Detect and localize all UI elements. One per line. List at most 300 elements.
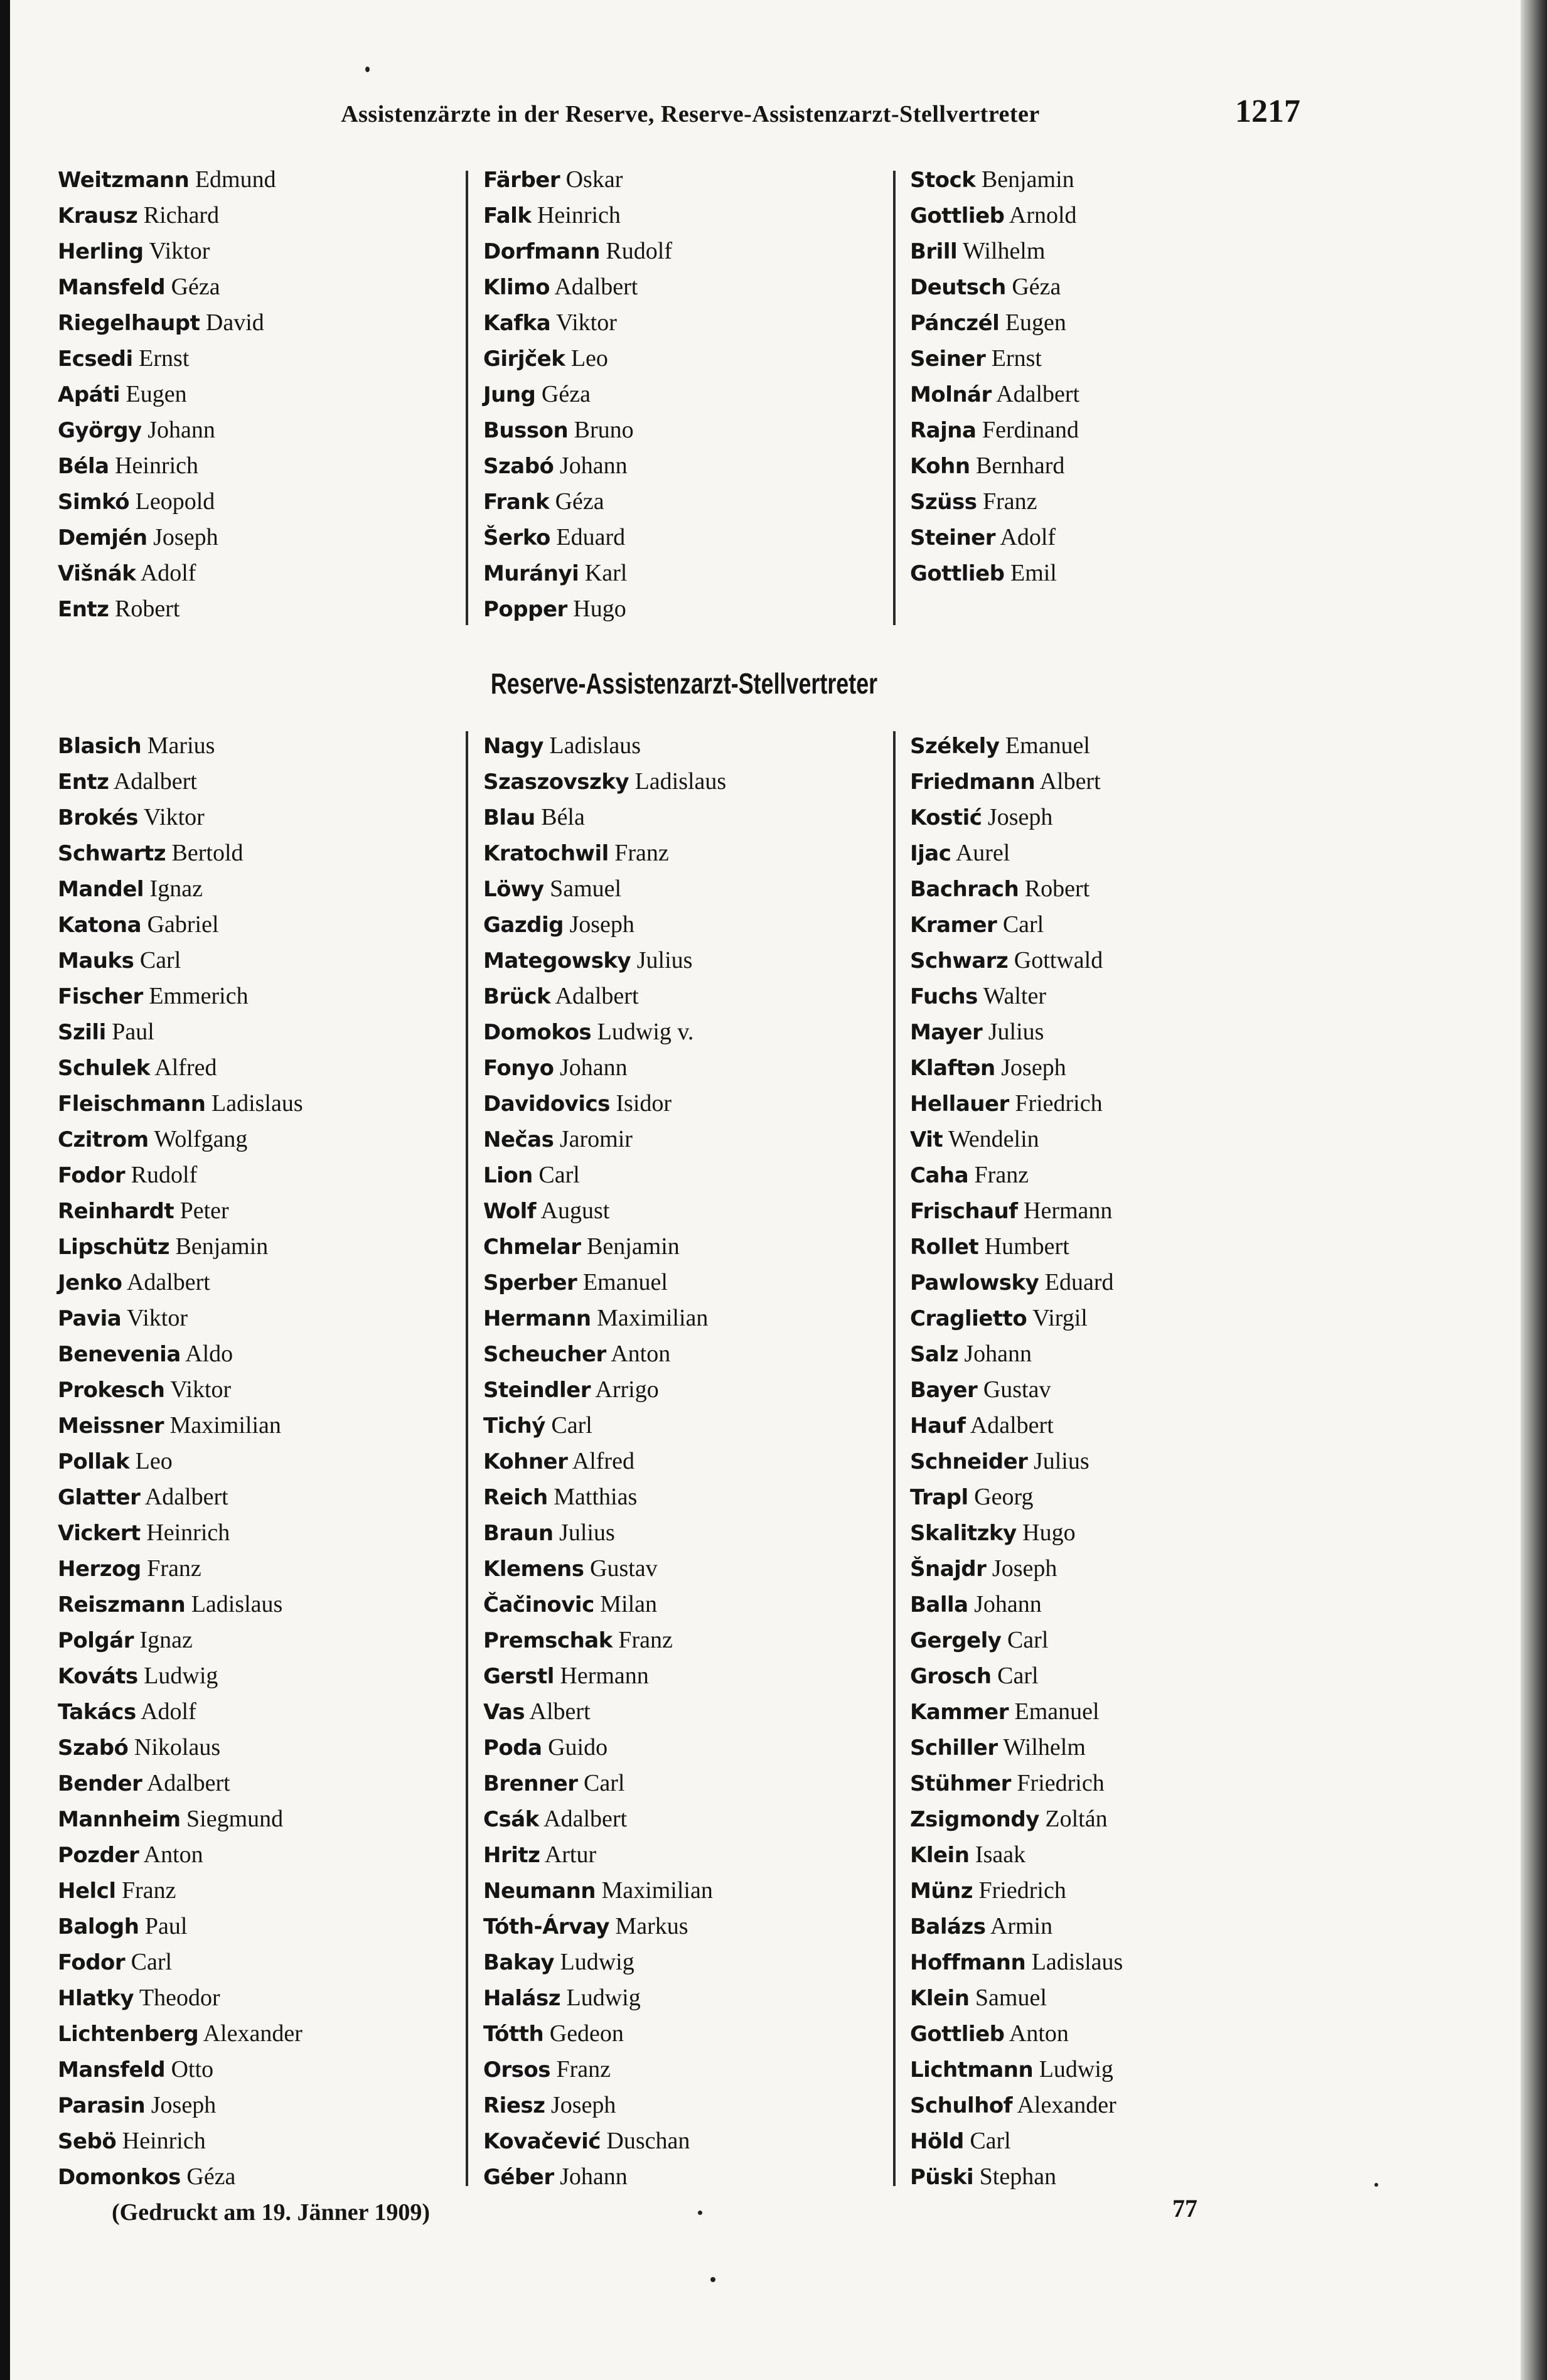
entry-given-name: Ludwig	[566, 1985, 641, 2011]
entry-surname: Rajna	[910, 418, 977, 443]
print-speck	[365, 67, 370, 72]
entry-given-name: Milan	[600, 1591, 658, 1617]
name-entry	[58, 1694, 303, 1730]
name-entry	[910, 1730, 1123, 1766]
entry-surname: Simkó	[58, 490, 130, 515]
entry-given-name: Isidor	[616, 1090, 672, 1117]
name-entry	[58, 1193, 303, 1229]
entry-surname: Helcl	[58, 1879, 116, 1904]
entry-surname: Hermann	[483, 1306, 591, 1331]
entry-given-name: Joseph	[151, 2092, 217, 2118]
column-divider	[466, 171, 468, 625]
entry-surname: Hauf	[910, 1413, 966, 1439]
entry-given-name: Duschan	[606, 2128, 690, 2154]
entry-given-name: Gabriel	[147, 911, 219, 938]
entry-surname: Kafka	[483, 311, 551, 336]
name-entry	[483, 2159, 726, 2195]
entry-surname: Entz	[58, 597, 109, 622]
entry-given-name: Robert	[114, 596, 180, 622]
entry-surname: Püski	[910, 2165, 974, 2190]
entry-given-name: Gustav	[983, 1376, 1051, 1403]
entry-given-name: Anton	[611, 1341, 671, 1367]
entry-given-name: Viktor	[149, 238, 210, 264]
name-entry	[910, 1014, 1123, 1050]
entry-given-name: Julius	[559, 1520, 615, 1546]
name-entry	[58, 448, 276, 484]
name-entry	[910, 978, 1123, 1014]
name-entry	[483, 1909, 726, 1944]
name-entry	[58, 1980, 303, 2016]
entry-given-name: Ladislaus	[211, 1090, 303, 1117]
entry-given-name: Isaak	[975, 1841, 1026, 1868]
entry-given-name: Ignaz	[139, 1627, 193, 1653]
section-name-column-2	[483, 728, 726, 2195]
entry-surname: Neumann	[483, 1879, 596, 1904]
entry-given-name: Géza	[541, 381, 591, 407]
entry-given-name: Carl	[997, 1663, 1039, 1689]
entry-surname: Fodor	[58, 1950, 126, 1975]
entry-surname: Šerko	[483, 525, 550, 550]
entry-surname: Seiner	[910, 346, 986, 372]
print-speck	[710, 2277, 715, 2282]
entry-given-name: Ludwig	[560, 1949, 634, 1975]
name-entry	[483, 1658, 726, 1694]
entry-given-name: Ferdinand	[982, 417, 1079, 443]
entry-surname: Schneider	[910, 1449, 1028, 1474]
entry-given-name: Adolf	[1000, 524, 1056, 550]
entry-given-name: Leopold	[135, 488, 215, 515]
name-entry	[483, 1766, 726, 1801]
name-entry	[58, 1086, 303, 1122]
entry-given-name: Eugen	[126, 381, 187, 407]
entry-surname: Klemens	[483, 1557, 584, 1582]
name-entry	[58, 1336, 303, 1372]
entry-surname: Ecsedi	[58, 346, 133, 372]
entry-given-name: Carl	[139, 947, 181, 973]
entry-surname: Fleischmann	[58, 1091, 206, 1117]
entry-given-name: Benjamin	[175, 1233, 269, 1260]
entry-surname: Polgár	[58, 1628, 134, 1653]
name-entry	[58, 2088, 303, 2123]
entry-surname: Schulek	[58, 1056, 150, 1081]
entry-surname: Premschak	[483, 1628, 613, 1653]
entry-surname: Herling	[58, 239, 144, 264]
entry-surname: Pozder	[58, 1843, 139, 1868]
name-entry	[58, 1157, 303, 1193]
entry-given-name: Arrigo	[595, 1376, 659, 1403]
name-entry	[58, 1408, 303, 1444]
entry-given-name: Adolf	[141, 1698, 196, 1725]
entry-given-name: Anton	[1009, 2020, 1069, 2047]
name-entry	[910, 1622, 1123, 1658]
name-entry	[910, 728, 1123, 764]
entry-surname: Craglietto	[910, 1306, 1027, 1331]
name-entry	[483, 1515, 726, 1551]
entry-surname: Prokesch	[58, 1378, 165, 1403]
name-entry	[58, 1122, 303, 1157]
entry-surname: Poda	[483, 1735, 542, 1761]
entry-surname: Glatter	[58, 1485, 141, 1510]
entry-given-name: Heinrich	[115, 453, 199, 479]
entry-surname: Molnár	[910, 382, 992, 407]
entry-surname: Szabó	[483, 454, 554, 479]
entry-given-name: Samuel	[975, 1985, 1047, 2011]
name-entry	[483, 1122, 726, 1157]
entry-given-name: Emil	[1010, 560, 1057, 586]
entry-given-name: Eduard	[556, 524, 626, 550]
name-entry	[58, 1444, 303, 1479]
entry-given-name: Franz	[147, 1555, 201, 1582]
entry-surname: Steiner	[910, 525, 995, 550]
entry-given-name: Franz	[614, 840, 669, 866]
entry-given-name: Emanuel	[1014, 1698, 1100, 1725]
entry-surname: Wolf	[483, 1199, 537, 1224]
entry-given-name: Johann	[964, 1341, 1032, 1367]
name-entry	[483, 978, 726, 1014]
name-entry	[483, 341, 672, 377]
entry-given-name: Géza	[1012, 274, 1061, 300]
entry-given-name: Hugo	[573, 596, 626, 622]
name-entry	[483, 907, 726, 943]
name-entry	[483, 800, 726, 835]
entry-given-name: Humbert	[984, 1233, 1069, 1260]
entry-surname: Bender	[58, 1771, 142, 1796]
entry-surname: Frank	[483, 490, 550, 515]
name-entry	[58, 2052, 303, 2088]
entry-surname: Kohner	[483, 1449, 568, 1474]
entry-surname: Grosch	[910, 1664, 992, 1689]
name-entry	[483, 1086, 726, 1122]
entry-surname: Szüss	[910, 490, 977, 515]
entry-given-name: Karl	[584, 560, 628, 586]
entry-surname: Tichý	[483, 1413, 545, 1439]
entry-given-name: Joseph	[992, 1555, 1057, 1582]
entry-surname: Domokos	[483, 1020, 592, 1045]
name-entry	[58, 800, 303, 835]
entry-surname: Deutsch	[910, 275, 1006, 300]
entry-surname: Gottlieb	[910, 203, 1005, 228]
entry-given-name: Joseph	[550, 2092, 616, 2118]
print-speck	[698, 2211, 702, 2215]
name-entry	[910, 1229, 1123, 1265]
entry-surname: Vit	[910, 1127, 943, 1152]
name-entry	[58, 1479, 303, 1515]
entry-surname: Färber	[483, 168, 560, 193]
entry-surname: Reiszmann	[58, 1592, 186, 1617]
top-name-column-1	[58, 162, 276, 627]
entry-given-name: Richard	[143, 202, 220, 228]
entry-surname: Jenko	[58, 1270, 122, 1295]
name-entry	[58, 943, 303, 978]
name-entry	[58, 764, 303, 800]
name-entry	[483, 162, 672, 198]
name-entry	[910, 1336, 1123, 1372]
entry-surname: Orsos	[483, 2057, 551, 2082]
entry-surname: Klaftən	[910, 1056, 995, 1081]
entry-surname: György	[58, 418, 142, 443]
entry-given-name: Guido	[548, 1734, 608, 1761]
entry-surname: Balogh	[58, 1914, 139, 1939]
entry-surname: Riegelhaupt	[58, 311, 200, 336]
entry-surname: Balla	[910, 1592, 968, 1617]
name-entry	[58, 1658, 303, 1694]
entry-given-name: Rudolf	[606, 238, 672, 264]
entry-surname: Sebö	[58, 2129, 117, 2154]
name-entry	[910, 233, 1079, 269]
entry-surname: Murányi	[483, 561, 579, 586]
name-entry	[58, 1622, 303, 1658]
entry-given-name: Johann	[147, 417, 215, 443]
name-entry	[483, 555, 672, 591]
name-entry	[910, 1479, 1123, 1515]
entry-surname: Trapl	[910, 1485, 968, 1510]
entry-surname: Mansfeld	[58, 2057, 166, 2082]
section-name-column-1	[58, 728, 303, 2195]
name-entry	[483, 269, 672, 305]
name-entry	[483, 1193, 726, 1229]
name-entry	[910, 1372, 1123, 1408]
entry-surname: Mauks	[58, 948, 134, 973]
name-entry	[910, 1980, 1123, 2016]
entry-surname: Fonyo	[483, 1056, 554, 1081]
entry-given-name: Adalbert	[113, 768, 197, 795]
entry-given-name: Anton	[143, 1841, 203, 1868]
name-entry	[910, 162, 1079, 198]
entry-given-name: Franz	[556, 2056, 611, 2082]
entry-given-name: Emmerich	[149, 983, 249, 1009]
name-entry	[910, 1515, 1123, 1551]
entry-surname: Blau	[483, 805, 535, 830]
name-entry	[483, 835, 726, 871]
name-entry	[483, 2088, 726, 2123]
name-entry	[58, 412, 276, 448]
entry-given-name: Gottwald	[1014, 947, 1103, 973]
entry-given-name: Maximilian	[597, 1305, 709, 1331]
name-entry	[58, 835, 303, 871]
name-entry	[910, 1694, 1123, 1730]
name-entry	[910, 2159, 1123, 2195]
entry-given-name: Armin	[990, 1913, 1053, 1939]
name-entry	[483, 1622, 726, 1658]
entry-given-name: Artur	[544, 1841, 597, 1868]
name-entry	[910, 1193, 1123, 1229]
entry-given-name: Adalbert	[146, 1770, 230, 1796]
name-entry	[910, 1300, 1123, 1336]
entry-given-name: August	[540, 1198, 610, 1224]
entry-given-name: Benjamin	[981, 166, 1074, 193]
name-entry	[483, 728, 726, 764]
name-entry	[483, 1265, 726, 1300]
name-entry	[58, 233, 276, 269]
entry-given-name: Heinrich	[537, 202, 621, 228]
name-entry	[910, 943, 1123, 978]
name-entry	[910, 1551, 1123, 1587]
name-entry	[483, 1372, 726, 1408]
name-entry	[58, 907, 303, 943]
name-entry	[910, 1658, 1123, 1694]
entry-given-name: Géza	[171, 274, 220, 300]
entry-surname: Gottlieb	[910, 561, 1005, 586]
entry-surname: Hoffmann	[910, 1950, 1026, 1975]
print-speck	[1374, 2183, 1378, 2187]
entry-surname: Reich	[483, 1485, 548, 1510]
name-entry	[483, 520, 672, 555]
entry-given-name: Rudolf	[131, 1162, 198, 1188]
entry-surname: Meissner	[58, 1413, 164, 1439]
name-entry	[483, 1551, 726, 1587]
entry-surname: Popper	[483, 597, 567, 622]
entry-surname: Kostić	[910, 805, 982, 830]
entry-given-name: Adalbert	[996, 381, 1080, 407]
entry-surname: Vas	[483, 1700, 525, 1725]
name-entry	[483, 871, 726, 907]
name-entry	[58, 2016, 303, 2052]
column-divider	[893, 731, 896, 2186]
entry-surname: Mannheim	[58, 1807, 181, 1832]
entry-given-name: Maximilian	[169, 1412, 281, 1439]
name-entry	[910, 2123, 1123, 2159]
entry-given-name: Maximilian	[601, 1877, 713, 1904]
name-entry	[910, 520, 1079, 555]
top-name-column-2	[483, 162, 672, 627]
entry-given-name: Adalbert	[144, 1484, 228, 1510]
entry-given-name: Carl	[131, 1949, 173, 1975]
name-entry	[910, 377, 1079, 412]
entry-surname: Vickert	[58, 1521, 141, 1546]
entry-surname: Bayer	[910, 1378, 978, 1403]
entry-given-name: Gedeon	[549, 2020, 624, 2047]
entry-surname: Entz	[58, 769, 109, 795]
entry-given-name: Arnold	[1009, 202, 1077, 228]
entry-surname: Skalitzky	[910, 1521, 1017, 1546]
entry-given-name: Matthias	[554, 1484, 638, 1510]
name-entry	[58, 1837, 303, 1873]
entry-surname: Szili	[58, 1020, 106, 1045]
entry-given-name: Bernhard	[976, 453, 1065, 479]
entry-given-name: Alexander	[203, 2020, 302, 2047]
name-entry	[910, 1050, 1123, 1086]
entry-given-name: Adalbert	[554, 274, 638, 300]
entry-given-name: Emanuel	[1005, 732, 1090, 759]
name-entry	[58, 1873, 303, 1909]
name-entry	[58, 1265, 303, 1300]
entry-surname: Stühmer	[910, 1771, 1011, 1796]
entry-surname: Davidovics	[483, 1091, 610, 1117]
name-entry	[483, 1837, 726, 1873]
entry-given-name: Samuel	[550, 876, 622, 902]
entry-given-name: Wilhelm	[962, 238, 1046, 264]
entry-surname: Dorfmann	[483, 239, 600, 264]
name-entry	[910, 1873, 1123, 1909]
entry-surname: Busson	[483, 418, 569, 443]
entry-surname: Pollak	[58, 1449, 130, 1474]
top-name-column-3	[910, 162, 1079, 591]
name-entry	[483, 1980, 726, 2016]
entry-given-name: Wilhelm	[1003, 1734, 1086, 1761]
entry-given-name: Bruno	[574, 417, 634, 443]
entry-surname: Kohn	[910, 454, 970, 479]
name-entry	[483, 484, 672, 520]
entry-given-name: Ludwig v.	[597, 1019, 694, 1045]
entry-surname: Czitrom	[58, 1127, 149, 1152]
name-entry	[483, 1157, 726, 1193]
entry-surname: Pawlowsky	[910, 1270, 1039, 1295]
entry-given-name: Benjamin	[587, 1233, 680, 1260]
entry-given-name: Franz	[618, 1627, 673, 1653]
name-entry	[483, 377, 672, 412]
entry-surname: Fischer	[58, 984, 143, 1009]
entry-surname: Brück	[483, 984, 551, 1009]
entry-given-name: Wendelin	[948, 1126, 1039, 1152]
column-divider	[893, 171, 896, 625]
name-entry	[58, 1801, 303, 1837]
entry-given-name: Johann	[559, 1054, 628, 1081]
entry-surname: Falk	[483, 203, 532, 228]
entry-surname: Mayer	[910, 1020, 983, 1045]
entry-given-name: Virgil	[1032, 1305, 1088, 1331]
entry-surname: Fodor	[58, 1163, 126, 1188]
entry-given-name: Géza	[186, 2163, 236, 2190]
entry-given-name: Eugen	[1005, 309, 1066, 336]
entry-given-name: Gustav	[590, 1555, 658, 1582]
entry-given-name: Viktor	[555, 309, 617, 336]
entry-surname: Girjček	[483, 346, 565, 372]
entry-surname: Csák	[483, 1807, 539, 1832]
name-entry	[58, 2123, 303, 2159]
entry-given-name: Joseph	[153, 524, 218, 550]
entry-given-name: Viktor	[143, 804, 205, 830]
entry-surname: Lipschütz	[58, 1235, 170, 1260]
name-entry	[58, 1050, 303, 1086]
name-entry	[910, 555, 1079, 591]
entry-given-name: Jaromir	[559, 1126, 633, 1152]
name-entry	[483, 1479, 726, 1515]
name-entry	[483, 412, 672, 448]
name-entry	[910, 448, 1079, 484]
name-entry	[910, 1265, 1123, 1300]
entry-surname: Klimo	[483, 275, 550, 300]
entry-surname: Bachrach	[910, 877, 1019, 902]
entry-given-name: Georg	[974, 1484, 1034, 1510]
entry-given-name: David	[205, 309, 264, 336]
entry-surname: Friedmann	[910, 769, 1036, 795]
entry-given-name: Paul	[112, 1019, 154, 1045]
entry-given-name: Edmund	[195, 166, 276, 193]
entry-surname: Hellauer	[910, 1091, 1009, 1117]
entry-surname: Gottlieb	[910, 2022, 1005, 2047]
entry-surname: Gazdig	[483, 913, 564, 938]
section-heading: Reserve-Assistenzarzt-Stellvertreter	[490, 667, 878, 700]
entry-surname: Nagy	[483, 734, 543, 759]
entry-surname: Kramer	[910, 913, 997, 938]
entry-given-name: Adalbert	[543, 1806, 628, 1832]
entry-given-name: Ignaz	[149, 876, 203, 902]
name-entry	[910, 1122, 1123, 1157]
entry-surname: Steindler	[483, 1378, 591, 1403]
entry-surname: Halász	[483, 1986, 561, 2011]
name-entry	[910, 1444, 1123, 1479]
entry-surname: Géber	[483, 2165, 554, 2190]
entry-given-name: Ernst	[991, 345, 1042, 372]
name-entry	[483, 2016, 726, 2052]
entry-surname: Scheucher	[483, 1342, 606, 1367]
name-entry	[58, 520, 276, 555]
entry-surname: Krausz	[58, 203, 138, 228]
entry-given-name: Walter	[983, 983, 1046, 1009]
entry-given-name: Joseph	[1001, 1054, 1066, 1081]
name-entry	[58, 1014, 303, 1050]
name-entry	[58, 1944, 303, 1980]
